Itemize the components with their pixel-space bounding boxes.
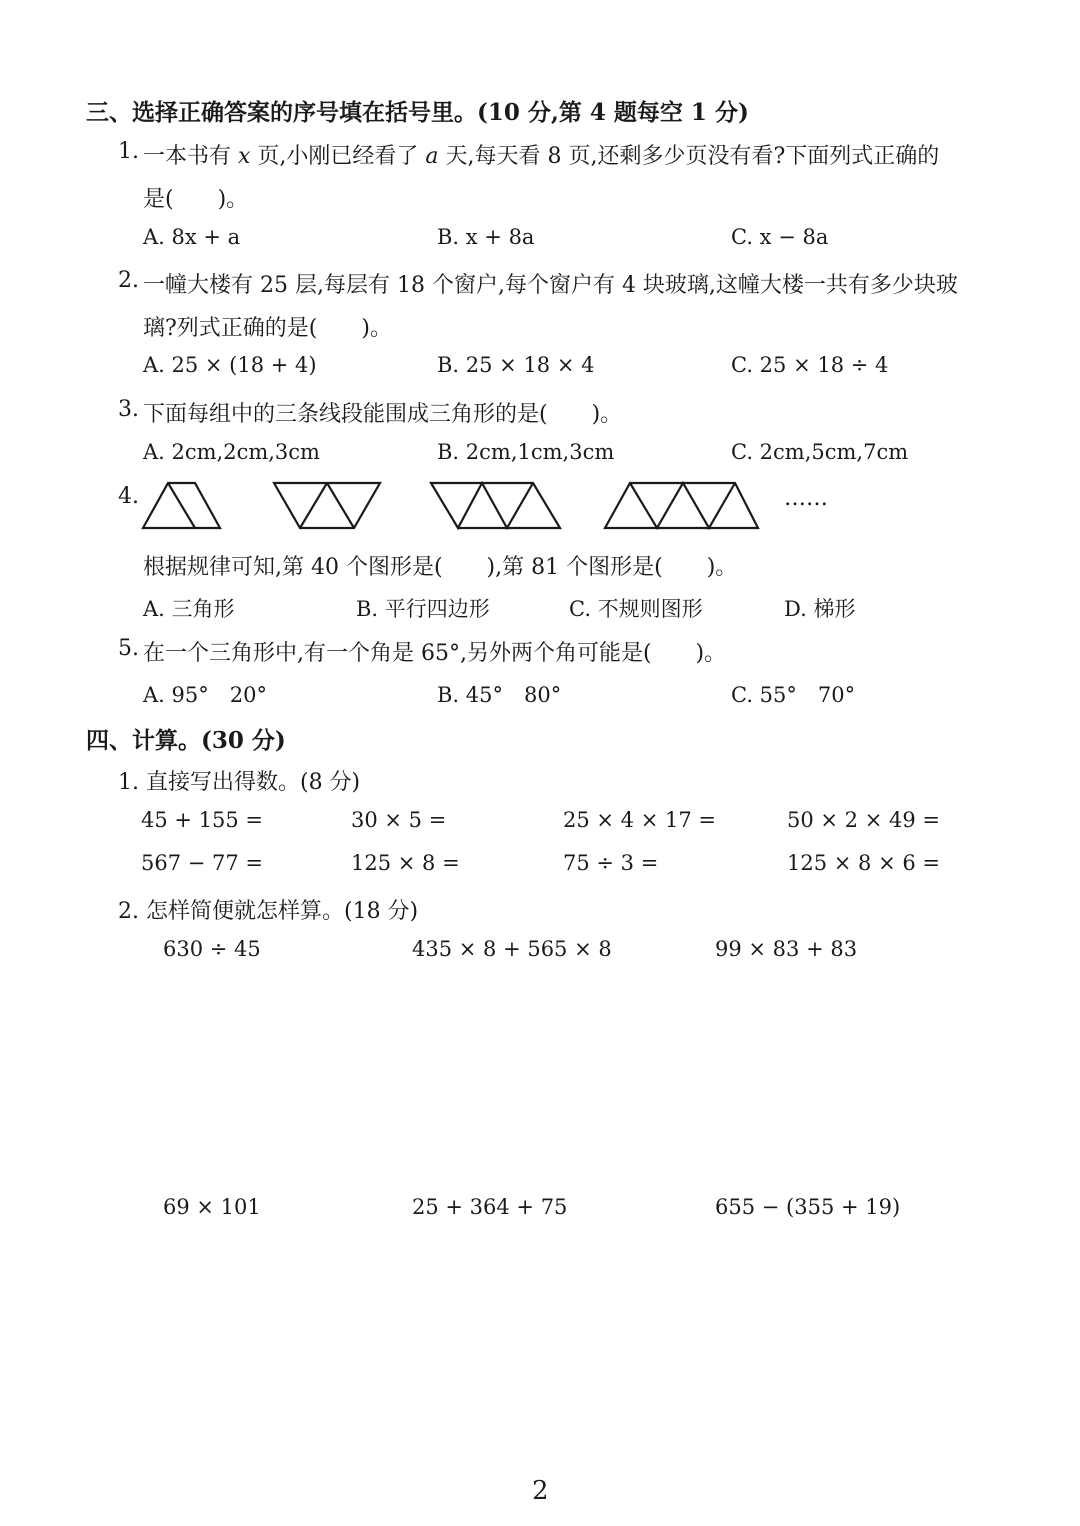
section-4-title: 四、计算。(30 分) [86, 727, 286, 754]
question-1-number: 1. [118, 139, 139, 164]
simplify-calc-5: 25 + 364 + 75 [412, 1195, 568, 1219]
simplify-calc-3: 99 × 83 + 83 [715, 937, 858, 961]
question-5-text: 在一个三角形中,有一个角是 65°,另外两个角可能是( )。 [143, 641, 727, 666]
question-2-number: 2. [118, 268, 139, 293]
question-3-option-b: B. 2cm,1cm,3cm [437, 440, 615, 464]
question-3-option-c: C. 2cm,5cm,7cm [731, 440, 909, 464]
simplify-calc-6: 655 − (355 + 19) [715, 1195, 901, 1219]
variable-a: a [425, 144, 439, 169]
question-2-text: 一幢大楼有 25 层,每层有 18 个窗户,每个窗户有 4 块玻璃,这幢大楼一共有多少块玻 [143, 273, 958, 298]
question-4-pattern-figures [0, 480, 1080, 540]
oral-calc-5: 567 − 77 = [141, 851, 264, 875]
question-1-text-part1: 一本书有 [143, 144, 238, 169]
question-1-option-c: C. x − 8a [731, 225, 829, 249]
oral-calc-4: 50 × 2 × 49 = [787, 808, 940, 832]
part-2-title: 2. 怎样简便就怎样算。(18 分) [118, 899, 419, 924]
simplify-calc-1: 630 ÷ 45 [163, 937, 261, 961]
pattern-figure-1 [143, 483, 220, 528]
variable-x: x [238, 144, 251, 169]
pattern-figure-2 [274, 483, 380, 528]
question-4-text: 根据规律可知,第 40 个图形是( ),第 81 个图形是( )。 [143, 555, 738, 580]
part-1-title: 1. 直接写出得数。(8 分) [118, 770, 361, 795]
question-4-option-a: A. 三角形 [143, 597, 235, 621]
question-1-option-b: B. x + 8a [437, 225, 535, 249]
oral-calc-1: 45 + 155 = [141, 808, 264, 832]
oral-calc-2: 30 × 5 = [351, 808, 447, 832]
oral-calc-3: 25 × 4 × 17 = [563, 808, 716, 832]
pattern-figure-3 [431, 483, 560, 528]
question-4-ellipsis: …… [784, 486, 828, 511]
question-5-option-a: A. 95° 20° [143, 683, 267, 707]
question-1-option-a: A. 8x + a [143, 225, 241, 249]
question-2-text-line2: 璃?列式正确的是( )。 [143, 316, 392, 341]
question-1-text [143, 139, 939, 170]
pattern-figure-4 [605, 483, 758, 528]
question-4-option-b: B. 平行四边形 [356, 597, 490, 621]
question-4-option-d: D. 梯形 [784, 597, 856, 621]
question-5-option-c: C. 55° 70° [731, 683, 856, 707]
question-1-text-line2: 是( )。 [143, 187, 249, 212]
page-number: 2 [532, 1476, 549, 1506]
question-3-text: 下面每组中的三条线段能围成三角形的是( )。 [143, 402, 623, 427]
oral-calc-8: 125 × 8 × 6 = [787, 851, 940, 875]
question-2-option-b: B. 25 × 18 × 4 [437, 353, 595, 377]
question-3-number: 3. [118, 397, 139, 422]
question-4-option-c: C. 不规则图形 [569, 597, 703, 621]
question-4-number: 4. [118, 484, 139, 509]
question-1-text-part2: 页,小刚已经看了 [250, 144, 426, 169]
simplify-calc-4: 69 × 101 [163, 1195, 261, 1219]
question-2-option-a: A. 25 × (18 + 4) [143, 353, 317, 377]
question-5-number: 5. [118, 636, 139, 661]
oral-calc-6: 125 × 8 = [351, 851, 460, 875]
simplify-calc-2: 435 × 8 + 565 × 8 [412, 937, 612, 961]
oral-calc-7: 75 ÷ 3 = [563, 851, 659, 875]
question-3-option-a: A. 2cm,2cm,3cm [143, 440, 320, 464]
question-1-text-part3: 天,每天看 8 页,还剩多少页没有看?下面列式正确的 [438, 144, 940, 169]
section-3-title: 三、选择正确答案的序号填在括号里。(10 分,第 4 题每空 1 分) [86, 99, 749, 126]
question-5-option-b: B. 45° 80° [437, 683, 562, 707]
question-2-option-c: C. 25 × 18 ÷ 4 [731, 353, 889, 377]
